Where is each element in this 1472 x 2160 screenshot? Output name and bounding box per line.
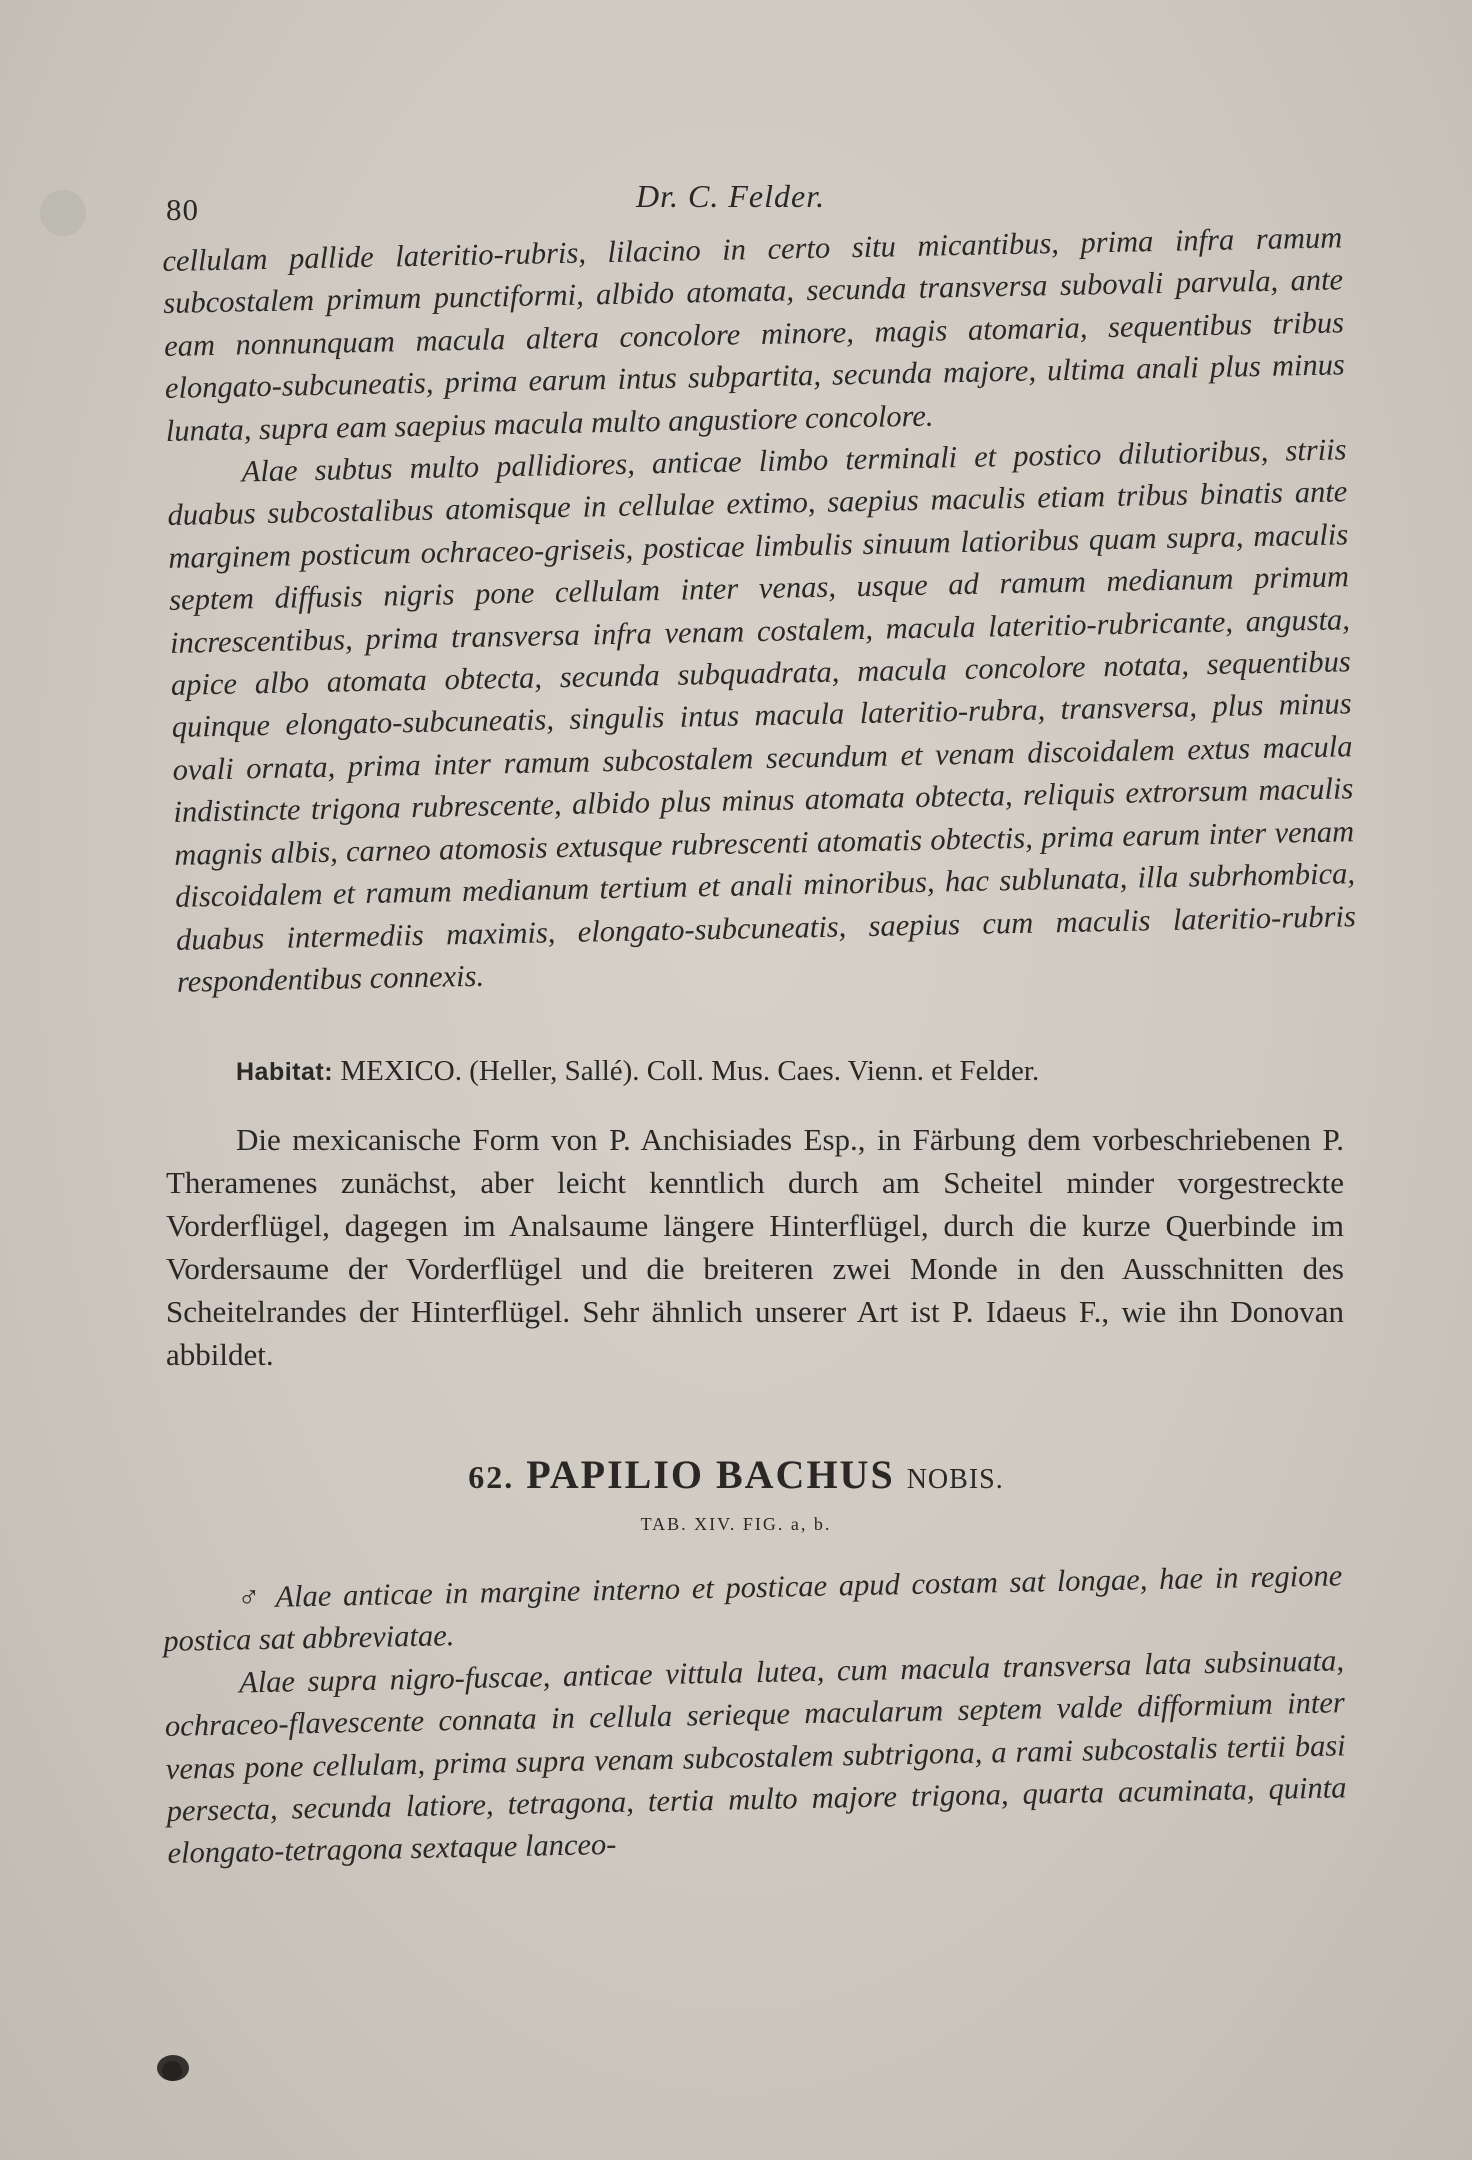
species-heading bbox=[0, 1451, 1472, 1498]
page-number: 80 bbox=[166, 192, 199, 227]
species-number: 62. bbox=[468, 1459, 515, 1495]
latin-paragraph: ♂ Alae anticae in margine interno et posticae apud costam sat longae, hae in regione postica sat abbreviatae. bbox=[162, 1558, 1343, 1659]
running-title: Dr. C. Felder. bbox=[636, 178, 826, 214]
habitat-text: MEXICO. (Heller, Sallé). Coll. Mus. Caes. Vienn. et Felder. bbox=[340, 1055, 1040, 1087]
ink-spot bbox=[162, 2061, 182, 2081]
latin-paragraph: Alae subtus multo pallidiores, anticae limbo terminali et postico dilutioribus, striis duabus subcostalibus atomisque in cellulae extimo, saepius maculis etiam tribus binatis ante marginem posticum ochraceo-griseis, posticae limbulis sinuum latioribus quam supra, maculis septem diffusis nigris pone cellulam inter venas, usque ad ramum medianum primum increscentibus, prima transversa infra venam costalem, macula lateritio-rubricante, angusta, apice albo atomata obtecta, secunda subquadrata, macula concolore notata, sequentibus quinque elongato-subcuneatis, singulis intus macula lateritio-rubra, transversa, plus minus ovali ornata, prima inter ramum subcostalem secundum et venam discoidalem extus macula indistincte trigona rubrescente, albido plus minus atomata obtecta, reliquis extrorsum maculis magnis albis, carneo atomosis extusque rubrescenti atomatis obtectis, prima earum inter venam discoidalem et ramum medianum tertium et anali minoribus, hac sublunata, illa subrhombica, duabus intermediis maximis, elongato-subcuneatis, saepius cum maculis lateritio-rubris respondentibus connexis. bbox=[167, 432, 1357, 999]
habitat-line bbox=[236, 1055, 1346, 1088]
german-remarks bbox=[166, 1118, 1344, 1376]
latin-paragraph: Alae supra nigro-fuscae, anticae vittula lutea, cum macula transversa lata subsinuata, ochraceo-flavescente connata in cellula serieque macularum septem valde difformium inter venas pone cellulam, prima supra venam subcostalem subtrigona, a rami subcostalis tertii basi persecta, secunda latiore, tetragona, tertia multo majore trigona, quarta acuminata, quinta elongato-tetragona sextaque lanceo- bbox=[164, 1643, 1347, 1871]
latin-paragraph: cellulam pallide lateritio-rubris, lilacino in certo situ micantibus, prima infra ramum subcostalem primum punctiformi, albido atomata, secunda transversa subovali parvula, ante eam nonnunquam macula altera concolore minore, magis atomaria, sequentibus tribus elongato-subcuneatis, prima earum intus subpartita, secunda majore, ultima anali plus minus lunata, supra eam saepius macula multo angustiore concolore. bbox=[162, 220, 1346, 448]
habitat-label: Habitat: bbox=[236, 1058, 334, 1086]
plate-reference: TAB. XIV. FIG. a, b. bbox=[640, 1514, 832, 1534]
species-author: NOBIS. bbox=[906, 1464, 1004, 1495]
german-paragraph: Die mexicanische Form von P. Anchisiades Esp., in Färbung dem vorbeschriebenen P. Theramenes zunächst, aber leicht kenntlich durch am Scheitel minder vorgestreckte Vorderflügel, dagegen im Analsaume längere Hinterflügel, durch die kurze Querbinde im Vordersaume der Vorderflügel und die breiteren zwei Monde in den Ausschnitten des Scheitelrandes der Hinterflügel. Sehr ähnlich unserer Art ist P. Idaeus F., wie ihn Donovan abbildet. bbox=[166, 1122, 1344, 1372]
latin-description-bottom bbox=[162, 1554, 1348, 1874]
species-name: PAPILIO BACHUS bbox=[526, 1452, 895, 1497]
latin-description-top bbox=[162, 216, 1357, 1003]
